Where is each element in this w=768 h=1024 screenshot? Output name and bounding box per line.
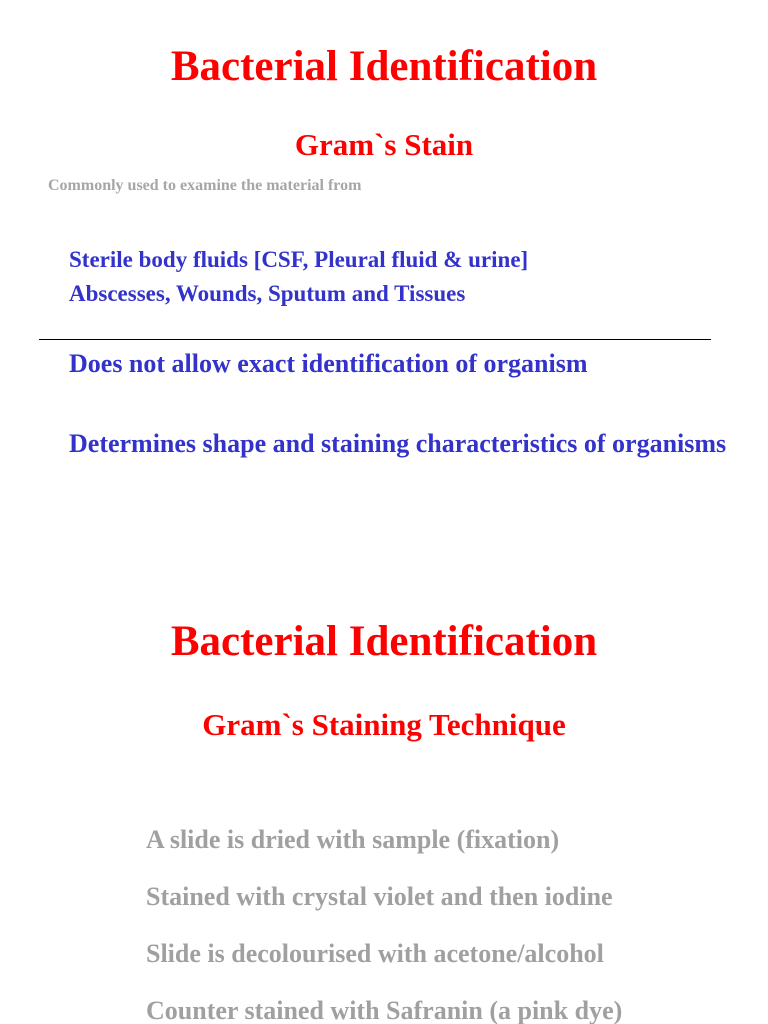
- slide2-subtitle: Gram`s Staining Technique: [202, 707, 566, 742]
- slide1-list-item-2: Abscesses, Wounds, Sputum and Tissues: [69, 281, 466, 306]
- slide1-subtitle: Gram`s Stain: [294, 127, 474, 162]
- slide1-title: Bacterial Identification: [170, 43, 598, 90]
- slide1-note-shape: Determines shape and staining characteristics of organisms: [69, 429, 727, 458]
- slide2-step-2: Stained with crystal violet and then iodine: [146, 882, 613, 911]
- slide2-title: Bacterial Identification: [170, 618, 598, 665]
- slide2-step-4: Counter stained with Safranin (a pink dye): [146, 996, 623, 1024]
- slide1-caption: Commonly used to examine the material from: [48, 177, 362, 194]
- slide2-step-3: Slide is decolourised with acetone/alcohol: [146, 939, 604, 968]
- slide2-step-1: A slide is dried with sample (fixation): [146, 825, 560, 854]
- slide1-note-identification: Does not allow exact identification of organism: [69, 349, 588, 378]
- slide1-list-item-1: Sterile body fluids [CSF, Pleural fluid & urine]: [69, 247, 529, 272]
- slide-divider: [39, 339, 711, 340]
